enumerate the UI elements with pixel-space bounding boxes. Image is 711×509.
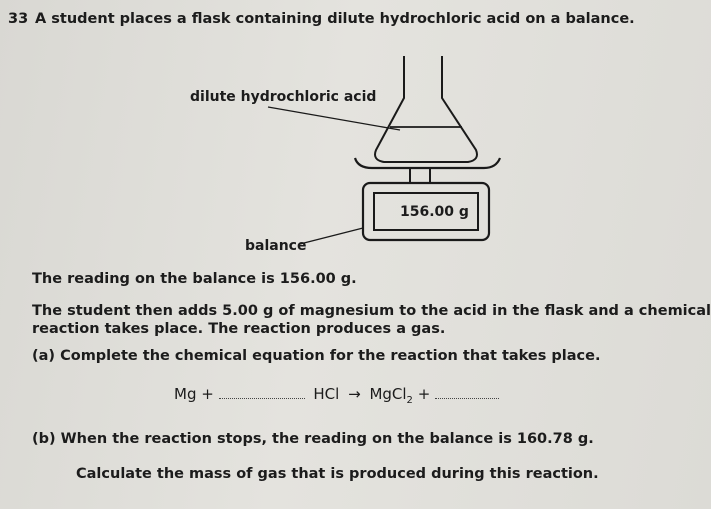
question-stem: A student places a flask containing dilute hydrochloric acid on a balance.	[35, 11, 635, 27]
flask-balance-diagram	[0, 0, 617, 270]
eq-mgcl2: MgCl	[369, 385, 407, 403]
eq-arrow: →	[348, 385, 361, 403]
chemical-equation	[174, 385, 499, 406]
adds-magnesium-line2: reaction takes place. The reaction produces a gas.	[32, 321, 446, 337]
balance-reading: 156.00 g	[400, 204, 469, 220]
eq-subscript: 2	[406, 395, 413, 406]
part-a-prompt: (a) Complete the chemical equation for the reaction that takes place.	[32, 348, 601, 364]
part-b-instruction: Calculate the mass of gas that is produced during this reaction.	[76, 466, 599, 482]
answer-blank-2[interactable]	[435, 397, 499, 399]
reading-sentence: The reading on the balance is 156.00 g.	[32, 271, 357, 287]
balance-label: balance	[245, 238, 307, 254]
eq-hcl: HCl	[313, 385, 340, 403]
answer-blank-1[interactable]	[219, 397, 305, 399]
eq-plus: +	[417, 385, 431, 403]
acid-label: dilute hydrochloric acid	[190, 89, 377, 105]
balance-leader-line	[300, 228, 363, 244]
question-number: 33	[8, 11, 29, 27]
adds-magnesium-line1: The student then adds 5.00 g of magnesium to the acid in the flask and a chemical	[32, 303, 711, 319]
conical-flask	[375, 56, 477, 162]
part-b-prompt: (b) When the reaction stops, the reading on the balance is 160.78 g.	[32, 431, 594, 447]
acid-leader-line	[268, 107, 400, 130]
eq-mg: Mg +	[174, 385, 214, 403]
